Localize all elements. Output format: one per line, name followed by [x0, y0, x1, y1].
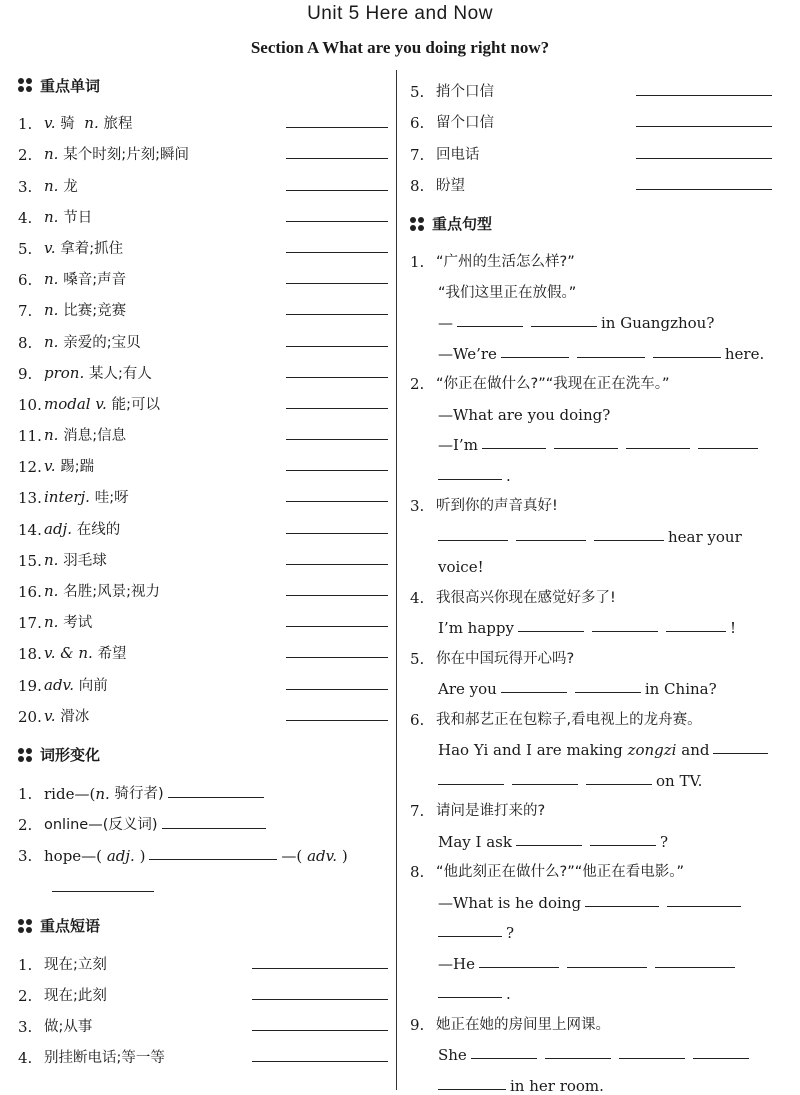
item-number: 8.	[410, 176, 425, 195]
item-meaning: 亲爱的;宝贝	[63, 334, 141, 351]
section-title: Section A What are you doing right now?	[250, 38, 550, 57]
answer-blank[interactable]	[554, 447, 618, 449]
answer-blank[interactable]	[626, 447, 690, 449]
answer-blank[interactable]	[286, 282, 388, 284]
item-meaning: 在线的	[76, 521, 121, 538]
answer-blank[interactable]	[252, 1060, 388, 1062]
item-number: 17.	[18, 614, 42, 633]
vocab-item	[18, 320, 388, 351]
vocab-item	[18, 164, 388, 195]
part-of-speech: n.	[44, 426, 59, 445]
item-number: 19.	[18, 676, 42, 695]
item-meaning: 某个时刻;片刻;瞬间	[63, 147, 189, 164]
forms-heading: 词形变化	[18, 738, 388, 772]
item-number: 14.	[18, 520, 42, 539]
part-of-speech: n.	[44, 613, 59, 632]
answer-blank[interactable]	[286, 594, 388, 596]
vocab-item	[18, 476, 388, 507]
right-column	[410, 70, 772, 1095]
part-of-speech: n.	[84, 114, 99, 133]
phrase-list-right	[410, 70, 772, 195]
part-of-speech: v. & n.	[44, 644, 93, 663]
part-of-speech: adj.	[44, 519, 72, 538]
answer-blank[interactable]	[655, 966, 735, 968]
clover-icon	[18, 748, 32, 762]
phrase-item	[18, 974, 388, 1005]
answer-blank[interactable]	[594, 539, 664, 541]
item-meaning: 做;从事	[44, 1019, 93, 1036]
item-prompt	[44, 705, 286, 726]
answer-blank[interactable]	[286, 251, 388, 253]
item-meaning: 名胜;风景;视力	[63, 584, 160, 600]
vocab-item	[18, 570, 388, 601]
item-prompt	[44, 206, 286, 227]
item-prompt	[44, 331, 286, 352]
item-meaning: 回电话	[436, 146, 480, 163]
answer-blank[interactable]	[286, 563, 388, 565]
part-of-speech: n.	[44, 207, 59, 226]
answer-blank[interactable]	[667, 905, 741, 907]
answer-blank[interactable]	[545, 1057, 611, 1059]
item-prompt	[44, 674, 286, 695]
part-of-speech: v.	[44, 457, 56, 476]
item-prompt	[44, 580, 286, 601]
phrase-item	[410, 132, 772, 163]
phrase-item	[18, 943, 388, 974]
answer-blank[interactable]	[636, 188, 772, 190]
item-meaning: 现在;此刻	[44, 987, 107, 1004]
forms-item-3-cont	[18, 865, 388, 896]
item-prompt	[44, 611, 286, 632]
item-number: 6.	[410, 114, 425, 133]
item-number: 16.	[18, 583, 42, 601]
forms-list	[18, 772, 388, 897]
item-prompt	[44, 362, 286, 383]
answer-blank[interactable]	[512, 783, 578, 785]
item-meaning: 节日	[63, 209, 93, 226]
phrase-item	[410, 164, 772, 195]
part-of-speech: interj.	[44, 488, 90, 507]
answer-blank[interactable]	[52, 890, 154, 892]
sentence-q9: 9. 她正在她的房间里上网课。 She in her room.	[410, 1003, 772, 1095]
item-meaning: 留个口信	[436, 115, 494, 132]
item-number: 10.	[18, 395, 42, 414]
answer-blank[interactable]	[438, 996, 502, 998]
clover-icon	[410, 217, 424, 231]
answer-blank[interactable]	[286, 126, 388, 128]
sentence-q1: 1. “广州的生活怎么样?” “我们这里正在放假。” — in Guangzhou? —We’re here.	[410, 253, 765, 363]
item-meaning: 能;可以	[111, 396, 160, 413]
answer-blank[interactable]	[252, 967, 388, 969]
answer-blank[interactable]	[286, 189, 388, 191]
item-number: 3.	[18, 177, 33, 196]
item-meaning: 希望	[97, 646, 127, 663]
item-prompt	[44, 455, 286, 476]
item-meaning: 盼望	[436, 177, 465, 194]
answer-blank[interactable]	[286, 407, 388, 409]
item-meaning: 踢;踹	[60, 459, 95, 476]
item-meaning: 嗓音;声音	[63, 272, 127, 289]
item-number: 2.	[18, 986, 33, 1005]
vocab-item	[18, 196, 388, 227]
answer-blank[interactable]	[590, 844, 656, 846]
part-of-speech: n.	[44, 301, 59, 320]
answer-blank[interactable]	[698, 447, 758, 449]
vocab-item	[18, 601, 388, 632]
answer-blank[interactable]	[471, 1057, 537, 1059]
forms-item-2: 2. online—(反义词)	[18, 803, 388, 834]
vocab-item	[18, 383, 388, 414]
answer-blank[interactable]	[286, 438, 388, 440]
vocab-item	[18, 352, 388, 383]
item-prompt	[44, 642, 286, 663]
item-meaning: 消息;信息	[63, 428, 127, 445]
item-prompt	[44, 518, 286, 539]
part-of-speech: modal v.	[44, 394, 107, 413]
item-number: 4.	[18, 208, 33, 227]
phrase-item	[410, 70, 772, 101]
answer-blank[interactable]	[286, 376, 388, 378]
phrase-item	[18, 1005, 388, 1036]
answer-blank[interactable]	[516, 539, 586, 541]
answer-blank[interactable]	[585, 905, 659, 907]
part-of-speech: n.	[44, 270, 59, 289]
sentence-q3: 3. 听到你的声音真好! hear your voice!	[410, 497, 742, 577]
answer-blank[interactable]	[286, 220, 388, 222]
vocab-item	[18, 445, 388, 476]
forms-item-3: 3. hope—( adj. ) —( adv. )	[18, 847, 348, 866]
vocab-item	[18, 414, 388, 445]
sentence-q6: 6. 我和郝艺正在包粽子,看电视上的龙舟赛。 Hao Yi and I are making zongzi and on TV.	[410, 698, 772, 790]
item-number: 5.	[410, 83, 425, 102]
item-meaning: 羽毛球	[63, 552, 107, 569]
answer-blank[interactable]	[286, 469, 388, 471]
item-number: 8.	[18, 333, 33, 352]
answer-blank[interactable]	[636, 157, 772, 159]
item-number: 7.	[410, 145, 425, 164]
sentence-q8: 8. “他此刻正在做什么?”“他正在看电影。” —What is he doing ? —He .	[410, 851, 772, 1004]
item-meaning: 某人;有人	[89, 365, 152, 382]
answer-blank[interactable]	[693, 1057, 749, 1059]
answer-blank[interactable]	[619, 1057, 685, 1059]
unit-title: Unit 5 Here and Now	[307, 3, 493, 24]
answer-blank[interactable]	[438, 478, 502, 480]
item-meaning: 龙	[63, 178, 78, 195]
answer-blank[interactable]	[286, 313, 388, 315]
sentence-q2: 2. “你正在做什么?”“我现在正在洗车。” —What are you doing? —I’m .	[410, 363, 772, 485]
answer-blank[interactable]	[713, 752, 768, 754]
answer-blank[interactable]	[666, 630, 726, 632]
item-prompt	[44, 424, 286, 445]
answer-blank[interactable]	[438, 783, 504, 785]
answer-blank[interactable]	[531, 325, 597, 327]
item-number: 18.	[18, 645, 42, 664]
item-number: 4.	[18, 1049, 33, 1068]
item-number: 5.	[18, 239, 33, 258]
item-prompt	[44, 143, 286, 164]
phrase-item	[410, 101, 772, 132]
vocab-item	[18, 632, 388, 663]
answer-blank[interactable]	[286, 625, 388, 627]
sentences-heading: 重点句型	[410, 207, 772, 241]
sentence-q5: 5. 你在中国玩得开心吗? Are you in China?	[410, 649, 717, 699]
item-prompt	[44, 237, 286, 258]
item-meaning: 向前	[78, 677, 108, 694]
vocab-item	[18, 663, 388, 694]
item-meaning: 哇;呀	[94, 490, 129, 507]
answer-blank[interactable]	[636, 125, 772, 127]
part-of-speech: n.	[44, 176, 59, 195]
item-meaning: 别挂断电话;等一等	[44, 1050, 165, 1067]
item-number: 15.	[18, 551, 42, 570]
answer-blank[interactable]	[567, 966, 647, 968]
item-meaning: 比赛;竞赛	[63, 303, 127, 320]
item-prompt	[44, 299, 286, 320]
item-number: 1.	[18, 955, 33, 974]
item-meaning: 旅程	[103, 116, 133, 133]
clover-icon	[18, 919, 32, 933]
vocab-item	[18, 507, 388, 538]
vocab-item	[18, 258, 388, 289]
answer-blank[interactable]	[518, 630, 584, 632]
vocab-item	[18, 102, 388, 133]
part-of-speech: n.	[44, 332, 59, 351]
item-meaning: 滑冰	[60, 708, 90, 725]
item-number: 12.	[18, 458, 42, 477]
part-of-speech: n.	[44, 550, 59, 569]
answer-blank[interactable]	[286, 688, 388, 690]
answer-blank[interactable]	[516, 844, 582, 846]
forms-item-1: 1. ride—( n. 骑行者)	[18, 772, 388, 803]
answer-blank[interactable]	[479, 966, 559, 968]
item-number: 2.	[18, 146, 33, 165]
item-prompt	[44, 268, 286, 289]
answer-blank[interactable]	[286, 656, 388, 658]
vocab-item	[18, 539, 388, 570]
item-number: 13.	[18, 489, 42, 508]
answer-blank[interactable]	[286, 500, 388, 502]
answer-blank[interactable]	[438, 1088, 506, 1090]
vocab-item	[18, 227, 388, 258]
part-of-speech: adv.	[44, 675, 75, 694]
answer-blank[interactable]	[149, 858, 277, 860]
answer-blank[interactable]	[252, 998, 388, 1000]
part-of-speech: pron.	[44, 363, 85, 382]
answer-blank[interactable]	[252, 1029, 388, 1031]
item-prompt	[44, 112, 286, 133]
item-meaning: 骑	[60, 116, 75, 133]
item-number: 20.	[18, 707, 42, 726]
answer-blank[interactable]	[286, 157, 388, 159]
answer-blank[interactable]	[457, 325, 523, 327]
vocab-heading: 重点单词	[18, 68, 388, 102]
phrase-item	[18, 1036, 388, 1067]
answer-blank[interactable]	[636, 94, 772, 96]
part-of-speech: v.	[44, 238, 56, 257]
part-of-speech: n.	[44, 582, 59, 600]
vocab-item	[18, 695, 388, 726]
item-meaning: 捎个口信	[436, 84, 494, 101]
answer-blank[interactable]	[482, 447, 546, 449]
answer-blank[interactable]	[438, 539, 508, 541]
item-number: 11.	[18, 427, 42, 446]
answer-blank[interactable]	[162, 827, 266, 829]
clover-icon	[18, 78, 32, 92]
item-meaning: 拿着;抓住	[60, 240, 124, 257]
sentence-q4: 4. 我很高兴你现在感觉好多了! I’m happy !	[410, 588, 736, 638]
answer-blank[interactable]	[286, 532, 388, 534]
answer-blank[interactable]	[438, 935, 502, 937]
vocab-item	[18, 133, 388, 164]
part-of-speech: n.	[44, 145, 59, 164]
vocab-list	[18, 102, 388, 726]
item-number: 7.	[18, 302, 33, 321]
item-number: 6.	[18, 271, 33, 290]
phrase-list-left	[18, 943, 388, 1068]
left-column	[18, 68, 388, 1067]
answer-blank[interactable]	[653, 356, 721, 358]
sentence-q7: 7. 请问是谁打来的? May I ask ?	[410, 802, 669, 851]
item-number: 1.	[18, 115, 33, 134]
answer-blank[interactable]	[577, 356, 645, 358]
answer-blank[interactable]	[286, 345, 388, 347]
item-prompt	[44, 393, 286, 414]
item-prompt	[44, 486, 286, 507]
vocab-item	[18, 289, 388, 320]
answer-blank[interactable]	[501, 356, 569, 358]
item-number: 9.	[18, 364, 33, 383]
item-prompt	[44, 175, 286, 196]
phrases-heading: 重点短语	[18, 909, 388, 943]
answer-blank[interactable]	[586, 783, 652, 785]
item-meaning: 考试	[63, 615, 93, 632]
part-of-speech: v.	[44, 706, 56, 725]
answer-blank[interactable]	[168, 796, 264, 798]
answer-blank[interactable]	[501, 691, 567, 693]
item-number: 3.	[18, 1018, 33, 1037]
answer-blank[interactable]	[592, 630, 658, 632]
column-divider	[396, 70, 397, 1090]
answer-blank[interactable]	[286, 719, 388, 721]
answer-blank[interactable]	[575, 691, 641, 693]
item-meaning: 现在;立刻	[44, 956, 107, 973]
item-prompt	[44, 549, 286, 570]
part-of-speech: v.	[44, 114, 56, 133]
